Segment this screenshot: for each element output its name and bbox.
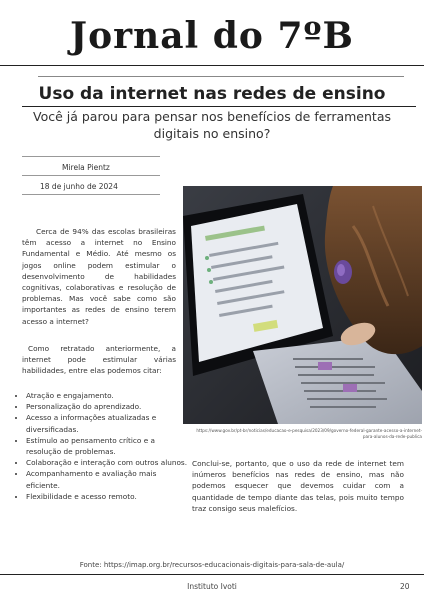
paragraph-conclusion: Conclui-se, portanto, que o uso da rede de internet tem inúmeros benefícios nas redes de ensino, mas não podemos esquecer que devemos cuidar com a quantidade de tempo diante das telas, pois muito tempo traz consigo seus malefícios. bbox=[192, 459, 404, 513]
student-tablet-illustration bbox=[183, 186, 422, 424]
byline-bottom-rule bbox=[22, 194, 160, 195]
list-item: • Personalização do aprendizado. bbox=[26, 401, 192, 412]
headline-top-rule bbox=[38, 76, 404, 77]
article-deck: Você já parou para pensar nos benefícios de ferramentas digitais no ensino? bbox=[33, 109, 391, 141]
paragraph-skills: Como retratado anteriormente, a internet pode estimular várias habilidades, entre elas podemos citar: bbox=[22, 344, 176, 376]
masthead-title: Jornal do 7ºB bbox=[70, 15, 354, 57]
paragraph-intro: Cerca de 94% das escolas brasileiras têm acesso a internet no Ensino Fundamental e Médio. Até mesmo os jogos online podem estimular o desenvolvimento de habilidades cognitivas, colaborativas e resolução de problemas. Mas você sabe como são importantes as redes de ensino terem acesso a internet? bbox=[22, 227, 176, 326]
article-author: Mirela Pientz bbox=[62, 163, 110, 172]
list-item: • Atração e engajamento. bbox=[26, 390, 192, 401]
article-date: 18 de junho de 2024 bbox=[40, 182, 118, 191]
list-item: • Colaboração e interação com outros alunos. bbox=[26, 457, 192, 468]
headline-bottom-rule bbox=[22, 106, 416, 107]
page-number: 20 bbox=[400, 582, 410, 591]
skills-list bbox=[14, 390, 192, 502]
footer-rule bbox=[0, 574, 424, 575]
source-link[interactable]: Fonte: https://imap.org.br/recursos-educacionais-digitais-para-sala-de-aula/ bbox=[79, 561, 345, 569]
article-headline: Uso da internet nas redes de ensino bbox=[38, 84, 386, 104]
footer-institution: Instituto Ivoti bbox=[187, 582, 237, 591]
byline-mid-rule bbox=[22, 175, 160, 176]
list-item: • Acesso a informações atualizadas e diversificadas. bbox=[26, 412, 192, 434]
list-item: • Flexibilidade e acesso remoto. bbox=[26, 491, 192, 502]
photo-caption: https://www.gov.br/pt-br/noticias/educacao-e-pesquisa/2023/09/governo-federal-garante-acesso-a-internet-para-alunos-da-rede-publica bbox=[196, 428, 422, 439]
byline-top-rule bbox=[22, 156, 160, 157]
article-photo bbox=[183, 186, 422, 424]
list-item: • Acompanhamento e avaliação mais eficiente. bbox=[26, 468, 192, 490]
list-item: • Estímulo ao pensamento crítico e a resolução de problemas. bbox=[26, 435, 192, 457]
masthead-rule bbox=[0, 65, 424, 66]
